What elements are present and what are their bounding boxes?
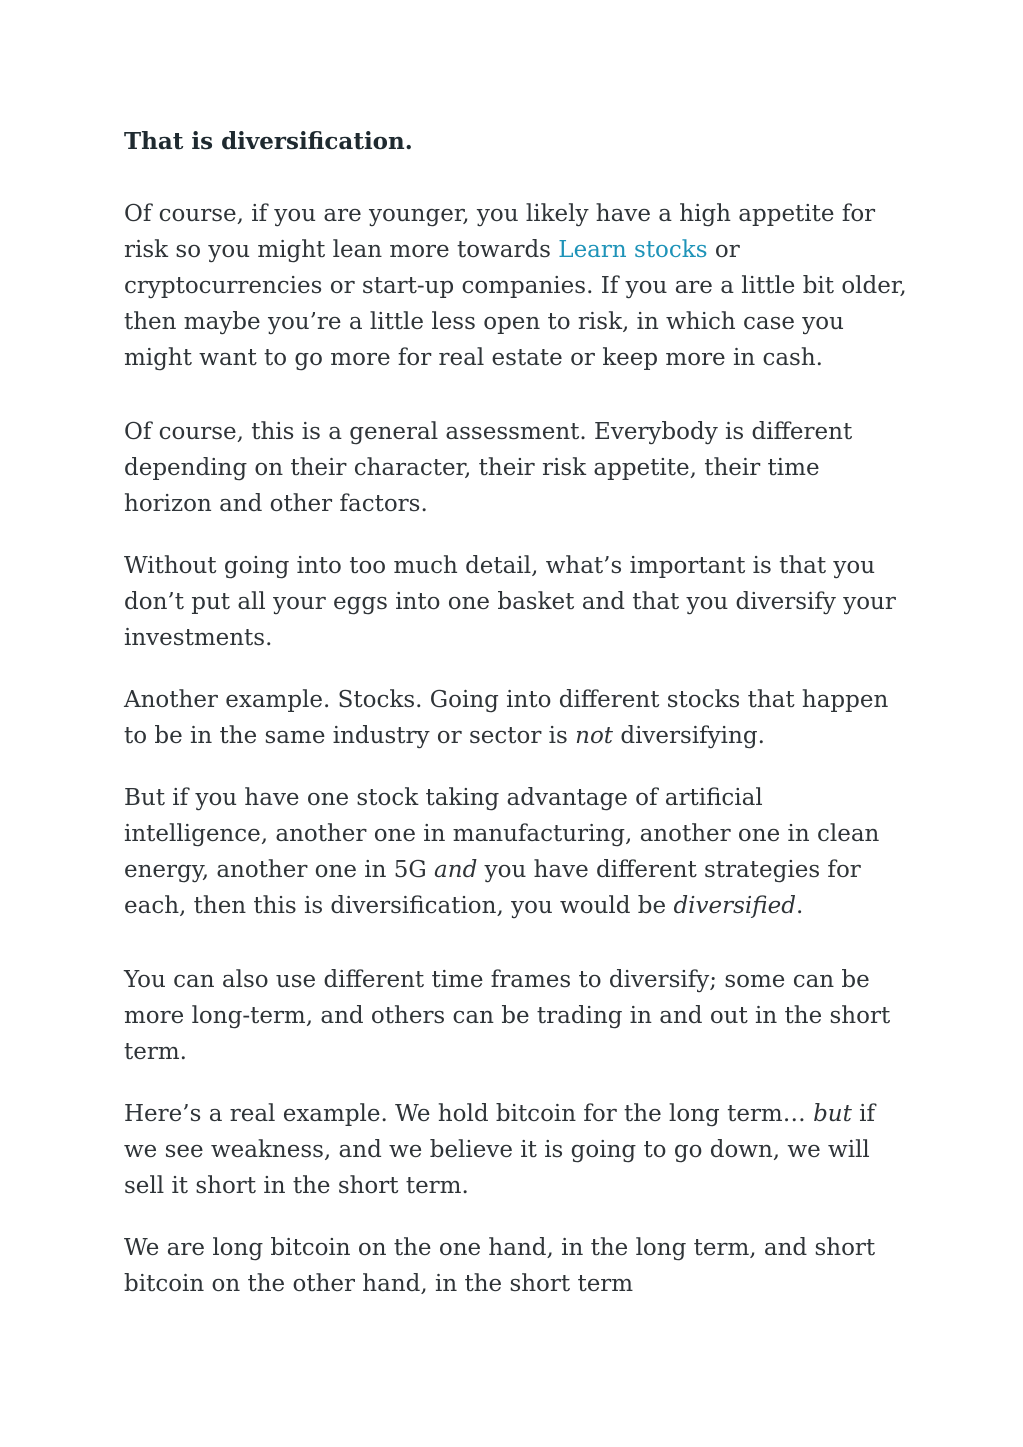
emphasis-diversified: diversified (673, 893, 796, 919)
paragraph-general-assessment: Of course, this is a general assessment. Everybody is different depending on their character, their risk appetite, their time horizon and other factors. (124, 419, 853, 517)
paragraph-text: or cryptocurrencies or start-up companies. If you are a little bit older, then maybe you’re a little less open to risk, in which case you might want to go more for real estate or keep more in cash. (124, 237, 907, 371)
paragraph-risk-appetite (124, 196, 914, 376)
paragraph-stocks-example (124, 682, 914, 754)
paragraph-text: Of course, if you are younger, you likely have a high appetite for risk so you might lean more towards (124, 201, 876, 263)
paragraph-time-frames: You can also use different time frames to diversify; some can be more long-term, and others can be trading in and out in the short term. (124, 967, 891, 1065)
article-body (124, 124, 914, 1302)
paragraph-text: diversifying. (613, 723, 765, 749)
paragraph-text: Here’s a real example. We hold bitcoin for the long term… (124, 1101, 814, 1127)
article-heading: That is diversification. (124, 128, 413, 155)
paragraph-text: if we see weakness, and we believe it is going to go down, we will sell it short in the short term. (124, 1101, 876, 1199)
paragraph-diversified-sectors (124, 780, 914, 924)
emphasis-not: not (575, 723, 614, 749)
paragraph-eggs-basket: Without going into too much detail, what’s important is that you don’t put all your eggs into one basket and that you diversify your investments. (124, 553, 896, 651)
paragraph-text: Another example. Stocks. Going into different stocks that happen to be in the same industry or sector is (124, 687, 889, 749)
paragraph-text: you have different strategies for each, then this is diversification, you would be (124, 857, 861, 919)
learn-stocks-link[interactable]: Learn stocks (558, 237, 708, 263)
paragraph-text: . (795, 893, 804, 919)
emphasis-but: but (813, 1101, 852, 1127)
paragraph-long-short-bitcoin: We are long bitcoin on the one hand, in the long term, and short bitcoin on the other hand, in the short term (124, 1235, 876, 1297)
emphasis-and: and (434, 857, 478, 883)
paragraph-text: But if you have one stock taking advantage of artificial intelligence, another one in manufacturing, another one in clean energy, another one in 5G (124, 785, 880, 883)
paragraph-bitcoin-example (124, 1096, 914, 1204)
